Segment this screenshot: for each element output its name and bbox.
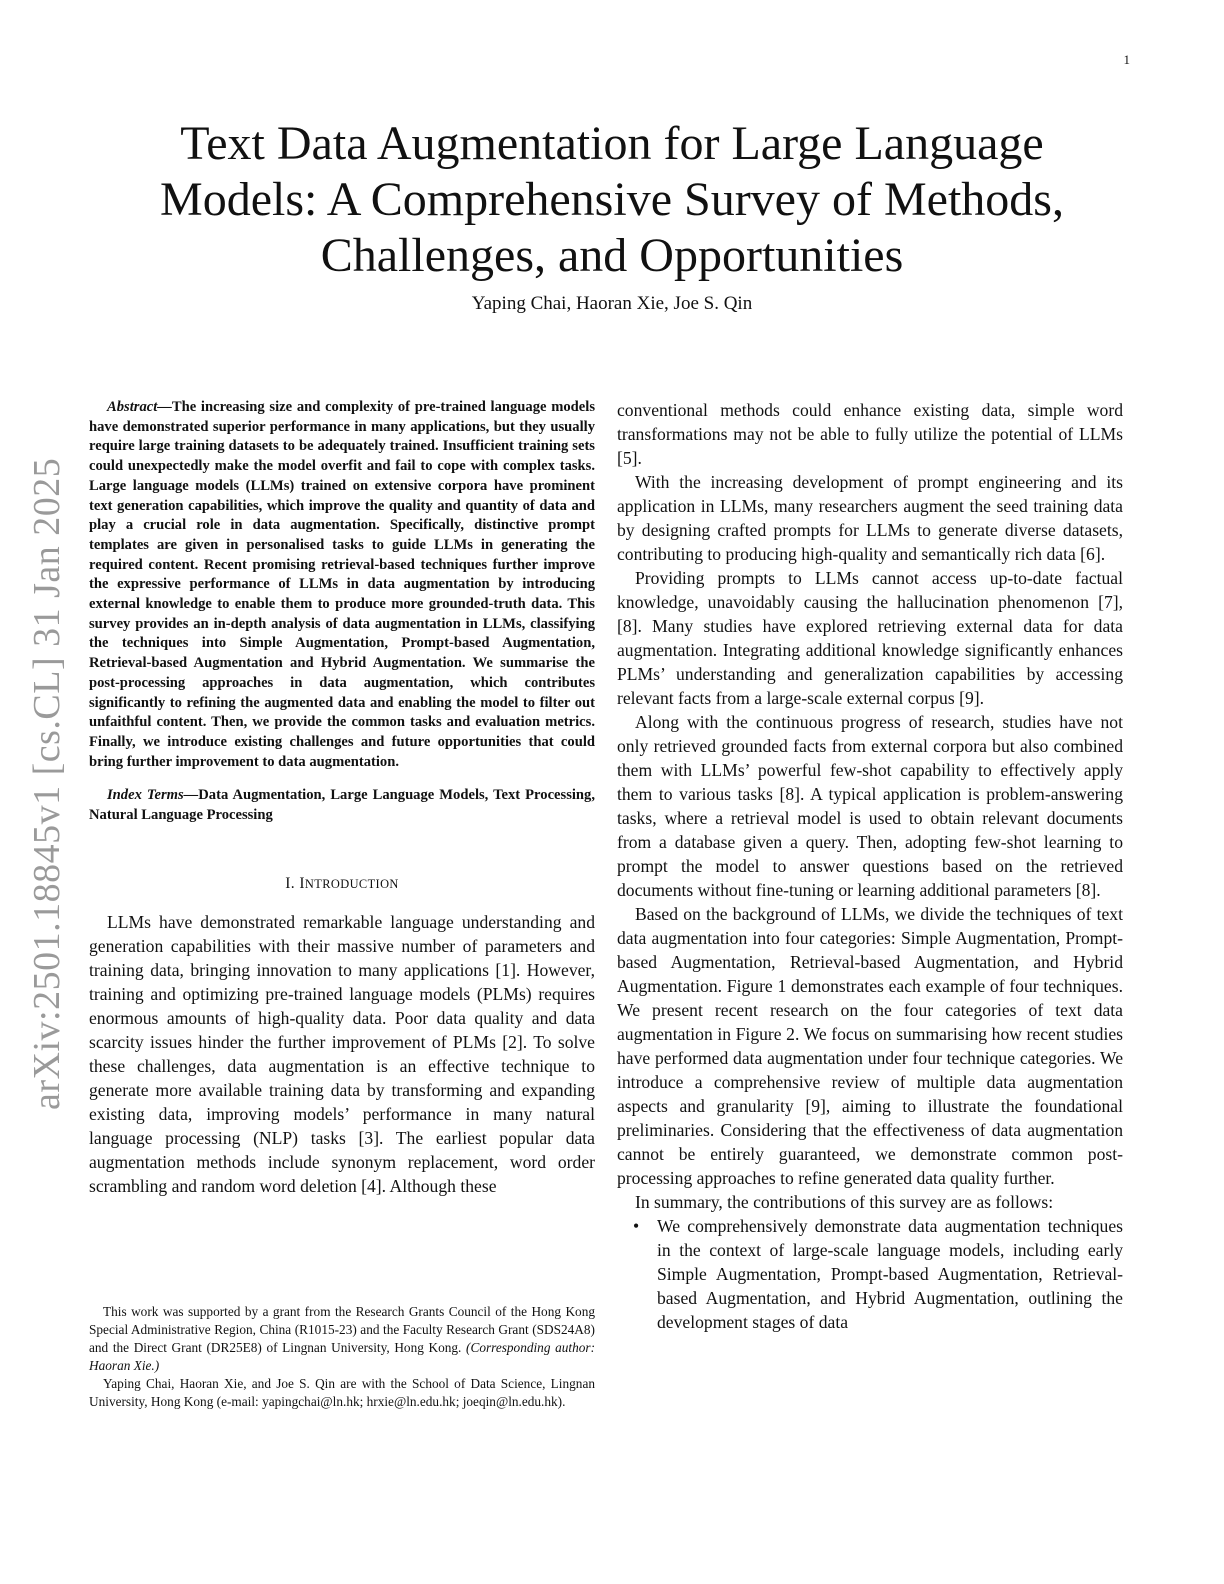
footnotes: [89, 1303, 595, 1411]
right-column: [617, 398, 1123, 1334]
abstract-label: Abstract—: [107, 399, 172, 415]
index-terms-label: Index Terms—: [107, 787, 199, 804]
affiliation-footnote: Yaping Chai, Haoran Xie, and Joe S. Qin are with the School of Data Science, Lingnan University, Hong Kong (e-mail: yapingchai@ln.hk; hrxie@ln.edu.hk; joeqin@ln.edu.hk).: [89, 1376, 595, 1409]
contributions-list: [617, 1214, 1123, 1334]
section-title: NTRODUCTION: [304, 876, 399, 891]
funding-text: This work was supported by a grant from the Research Grants Council of the Hong Kong Special Administrative Region, China (R1015-23) and the Faculty Research Grant (SDS24A8) and the Direct Grant (DR25E8) of Lingnan University, Hong Kong.: [89, 1304, 595, 1355]
title-line: Models: A Comprehensive Survey of Methods,: [160, 173, 1064, 226]
abstract: [89, 398, 595, 772]
section-heading-introduction: [89, 872, 595, 896]
arxiv-identifier-stamp: arXiv:2501.18845v1 [cs.CL] 31 Jan 2025: [26, 457, 68, 1110]
index-terms: [89, 786, 595, 825]
body-paragraph: With the increasing development of prompt engineering and its application in LLMs, many researchers augment the seed training data by designing crafted prompts for LLMs to generate diverse datasets, contributing to producing high-quality and semantically rich data [6].: [617, 472, 1123, 564]
paper-title: [110, 116, 1114, 284]
index-terms-text: Data Augmentation, Large Language Models, Text Processing, Natural Language Processing: [89, 787, 595, 824]
body-paragraph: LLMs have demonstrated remarkable language understanding and generation capabilities with their massive number of parameters and training data, bringing innovation to many applications [1]. However, training and optimizing pre-trained language models (PLMs) requires enormous amounts of high-quality data. Poor data quality and data scarcity issues hinder the further improvement of PLMs [2]. To solve these challenges, data augmentation is an effective technique to generate more available training data by transforming and expanding existing data, improving models’ performance in many natural language processing (NLP) tasks [3]. The earliest popular data augmentation methods include synonym replacement, word order scrambling and random word deletion [4]. Although these: [89, 911, 595, 1196]
left-column: [89, 398, 595, 1198]
body-paragraph: Based on the background of LLMs, we divide the techniques of text data augmentation into four categories: Simple Augmentation, Prompt-based Augmentation, Retrieval-based Augmentation, and Hybrid Augmentation. Figure 1 demonstrates each example of four techniques. We present recent research on the four categories of text data augmentation in Figure 2. We focus on summarising how recent studies have performed data augmentation under four technique categories. We introduce a comprehensive review of multiple data augmentation aspects and granularity [9], aiming to illustrate the foundational preliminaries. Considering that the effectiveness of data augmentation cannot be entirely guaranteed, we demonstrate common post-processing approaches to refine generated data quality further.: [617, 904, 1123, 1188]
bullet-icon: •: [633, 1216, 640, 1236]
list-item: [617, 1214, 1123, 1334]
body-paragraph: In summary, the contributions of this survey are as follows:: [635, 1192, 1054, 1212]
page-number: 1: [1123, 52, 1130, 67]
contribution-text: We comprehensively demonstrate data augmentation techniques in the context of large-scale language models, including early Simple Augmentation, Prompt-based Augmentation, Retrieval-based Augmentation, and Hybrid Augmentation, outlining the development stages of data: [657, 1216, 1123, 1332]
abstract-text: The increasing size and complexity of pre-trained language models have demonstrated superior performance in many applications, but they usually require large training datasets to be adequately trained. Insufficient training sets could unexpectedly make the model overfit and fail to cope with complex tasks. Large language models (LLMs) trained on extensive corpora have prominent text generation capabilities, which improve the quality and quantity of data and play a crucial role in data augmentation. Specifically, distinctive prompt templates are given in personalised tasks to guide LLMs in generating the required content. Recent promising retrieval-based techniques further improve the expressive performance of LLMs in data augmentation by introducing external knowledge to enable them to produce more grounded-truth data. This survey provides an in-depth analysis of data augmentation in LLMs, classifying the techniques into Simple Augmentation, Prompt-based Augmentation, Retrieval-based Augmentation and Hybrid Augmentation. We summarise the post-processing approaches in data augmentation, which contributes significantly to refining the augmented data and enabling the model to filter out unfaithful content. Then, we provide the common tasks and evaluation metrics. Finally, we introduce existing challenges and future opportunities that could bring further improvement to data augmentation.: [89, 399, 595, 770]
body-paragraph: conventional methods could enhance existing data, simple word transformations may not be able to fully utilize the potential of LLMs [5].: [617, 400, 1123, 468]
funding-footnote: [89, 1303, 595, 1375]
author-list: Yaping Chai, Haoran Xie, Joe S. Qin: [471, 293, 753, 314]
section-number: I. I: [285, 874, 305, 892]
body-paragraph: Providing prompts to LLMs cannot access up-to-date factual knowledge, unavoidably causing the hallucination phenomenon [7], [8]. Many studies have explored retrieving external data for data augmentation. Integrating additional knowledge significantly enhances PLMs’ understanding and generalization capabilities by accessing relevant facts from a large-scale external corpus [9].: [617, 568, 1123, 708]
title-line: Challenges, and Opportunities: [320, 229, 904, 282]
title-line: Text Data Augmentation for Large Language: [180, 117, 1044, 170]
corresponding-author-note: (Corresponding author: Haoran Xie.): [89, 1340, 595, 1373]
body-paragraph: Along with the continuous progress of research, studies have not only retrieved grounded facts from external corpora but also combined them with LLMs’ powerful few-shot capability to effectively apply them to various tasks [8]. A typical application is problem-answering tasks, where a retrieval model is used to obtain relevant documents from a database given a query. Then, adopting few-shot learning to prompt the model to answer questions based on the retrieved documents without fine-tuning or learning additional parameters [8].: [617, 712, 1123, 900]
